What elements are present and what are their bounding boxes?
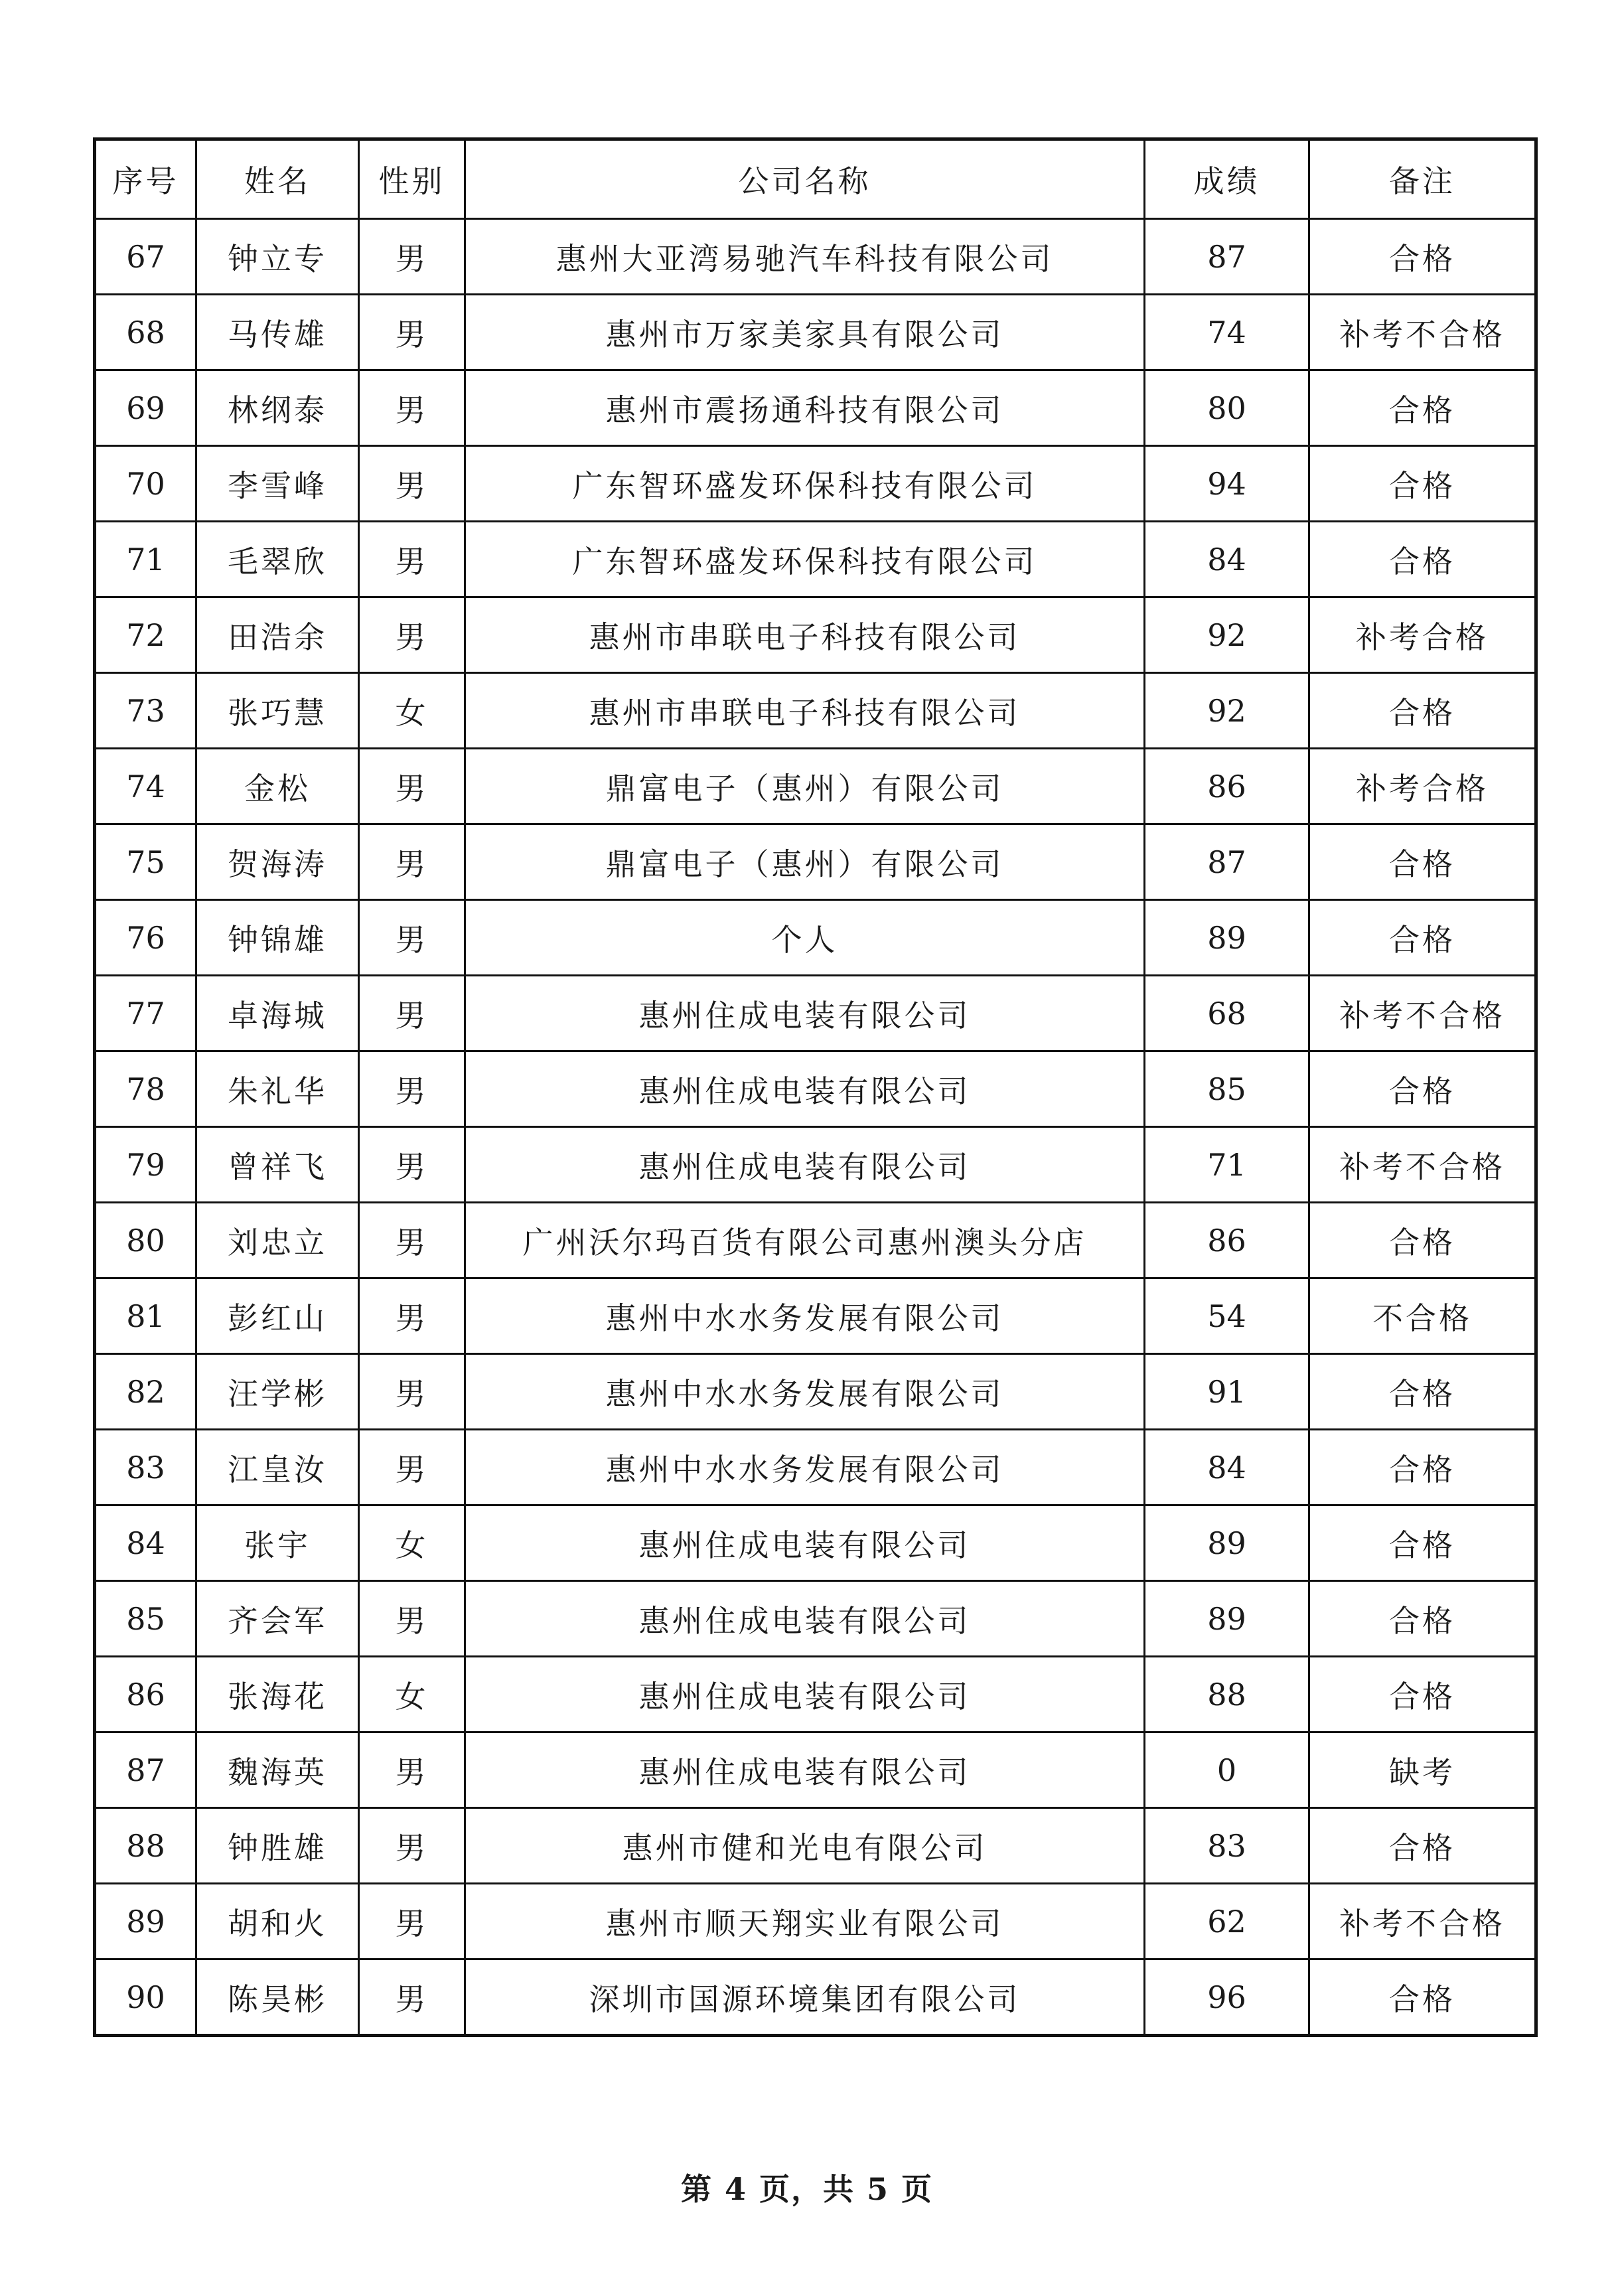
cell-remark: 补考不合格 [1309, 1884, 1536, 1959]
cell-name: 朱礼华 [196, 1051, 359, 1127]
cell-gender: 男 [359, 1051, 465, 1127]
header-seq: 序号 [95, 139, 196, 219]
cell-seq: 90 [95, 1959, 196, 2036]
cell-score: 68 [1145, 976, 1309, 1051]
table-row [95, 824, 1536, 900]
cell-name: 张海花 [196, 1657, 359, 1732]
table-row [95, 522, 1536, 597]
cell-remark: 合格 [1309, 446, 1536, 522]
table-row [95, 1505, 1536, 1581]
cell-name: 金松 [196, 749, 359, 824]
cell-remark: 合格 [1309, 900, 1536, 976]
cell-name: 刘忠立 [196, 1203, 359, 1278]
cell-score: 71 [1145, 1127, 1309, 1203]
cell-score: 74 [1145, 295, 1309, 370]
cell-seq: 79 [95, 1127, 196, 1203]
cell-seq: 84 [95, 1505, 196, 1581]
cell-score: 62 [1145, 1884, 1309, 1959]
cell-name: 汪学彬 [196, 1354, 359, 1430]
cell-gender: 男 [359, 1203, 465, 1278]
cell-gender: 女 [359, 673, 465, 749]
cell-gender: 男 [359, 1127, 465, 1203]
cell-name: 钟锦雄 [196, 900, 359, 976]
cell-seq: 81 [95, 1278, 196, 1354]
cell-score: 94 [1145, 446, 1309, 522]
cell-remark: 合格 [1309, 1959, 1536, 2036]
table-row [95, 1127, 1536, 1203]
cell-score: 54 [1145, 1278, 1309, 1354]
cell-gender: 男 [359, 824, 465, 900]
cell-name: 张宇 [196, 1505, 359, 1581]
header-gender: 性别 [359, 139, 465, 219]
cell-remark: 补考不合格 [1309, 1127, 1536, 1203]
cell-seq: 88 [95, 1808, 196, 1884]
results-table [93, 137, 1538, 2037]
cell-name: 陈昊彬 [196, 1959, 359, 2036]
cell-score: 96 [1145, 1959, 1309, 2036]
table-row [95, 295, 1536, 370]
cell-name: 齐会军 [196, 1581, 359, 1657]
cell-company: 惠州住成电装有限公司 [465, 976, 1145, 1051]
cell-score: 89 [1145, 900, 1309, 976]
header-name: 姓名 [196, 139, 359, 219]
cell-seq: 87 [95, 1732, 196, 1808]
cell-seq: 86 [95, 1657, 196, 1732]
cell-name: 魏海英 [196, 1732, 359, 1808]
cell-name: 胡和火 [196, 1884, 359, 1959]
cell-name: 江皇汝 [196, 1430, 359, 1505]
cell-remark: 补考合格 [1309, 749, 1536, 824]
cell-score: 80 [1145, 370, 1309, 446]
cell-gender: 女 [359, 1505, 465, 1581]
cell-gender: 女 [359, 1657, 465, 1732]
cell-score: 87 [1145, 824, 1309, 900]
cell-seq: 67 [95, 219, 196, 295]
cell-score: 86 [1145, 1203, 1309, 1278]
cell-score: 86 [1145, 749, 1309, 824]
table-row [95, 1581, 1536, 1657]
cell-seq: 82 [95, 1354, 196, 1430]
cell-company: 惠州市串联电子科技有限公司 [465, 673, 1145, 749]
cell-remark: 合格 [1309, 219, 1536, 295]
cell-gender: 男 [359, 900, 465, 976]
table-header [95, 139, 1536, 219]
cell-remark: 合格 [1309, 1051, 1536, 1127]
cell-name: 毛翠欣 [196, 522, 359, 597]
cell-seq: 69 [95, 370, 196, 446]
cell-score: 0 [1145, 1732, 1309, 1808]
cell-gender: 男 [359, 522, 465, 597]
cell-remark: 不合格 [1309, 1278, 1536, 1354]
cell-gender: 男 [359, 1884, 465, 1959]
cell-remark: 补考不合格 [1309, 976, 1536, 1051]
cell-score: 91 [1145, 1354, 1309, 1430]
cell-company: 广东智环盛发环保科技有限公司 [465, 522, 1145, 597]
cell-company: 广东智环盛发环保科技有限公司 [465, 446, 1145, 522]
cell-seq: 83 [95, 1430, 196, 1505]
table-row [95, 597, 1536, 673]
cell-remark: 合格 [1309, 1430, 1536, 1505]
cell-seq: 78 [95, 1051, 196, 1127]
cell-gender: 男 [359, 749, 465, 824]
header-remark: 备注 [1309, 139, 1536, 219]
cell-name: 卓海城 [196, 976, 359, 1051]
cell-score: 84 [1145, 522, 1309, 597]
cell-company: 广州沃尔玛百货有限公司惠州澳头分店 [465, 1203, 1145, 1278]
cell-company: 惠州住成电装有限公司 [465, 1127, 1145, 1203]
cell-name: 贺海涛 [196, 824, 359, 900]
table-row [95, 673, 1536, 749]
cell-remark: 合格 [1309, 1808, 1536, 1884]
cell-seq: 80 [95, 1203, 196, 1278]
cell-seq: 73 [95, 673, 196, 749]
cell-remark: 合格 [1309, 673, 1536, 749]
cell-remark: 补考合格 [1309, 597, 1536, 673]
cell-gender: 男 [359, 370, 465, 446]
cell-score: 88 [1145, 1657, 1309, 1732]
table-row [95, 1884, 1536, 1959]
page-number: 第 4 页，共 5 页 [680, 2171, 934, 2207]
cell-seq: 75 [95, 824, 196, 900]
cell-remark: 补考不合格 [1309, 295, 1536, 370]
cell-score: 87 [1145, 219, 1309, 295]
cell-seq: 76 [95, 900, 196, 976]
cell-company: 惠州住成电装有限公司 [465, 1505, 1145, 1581]
cell-gender: 男 [359, 295, 465, 370]
cell-company: 惠州市健和光电有限公司 [465, 1808, 1145, 1884]
cell-seq: 72 [95, 597, 196, 673]
cell-remark: 合格 [1309, 1203, 1536, 1278]
cell-name: 林纲泰 [196, 370, 359, 446]
cell-gender: 男 [359, 1732, 465, 1808]
cell-seq: 89 [95, 1884, 196, 1959]
cell-gender: 男 [359, 1808, 465, 1884]
table-row [95, 976, 1536, 1051]
table-row [95, 446, 1536, 522]
cell-gender: 男 [359, 446, 465, 522]
cell-seq: 77 [95, 976, 196, 1051]
table-row [95, 219, 1536, 295]
cell-seq: 68 [95, 295, 196, 370]
cell-score: 92 [1145, 597, 1309, 673]
cell-score: 92 [1145, 673, 1309, 749]
cell-company: 惠州住成电装有限公司 [465, 1051, 1145, 1127]
cell-company: 惠州市顺天翔实业有限公司 [465, 1884, 1145, 1959]
cell-remark: 合格 [1309, 1657, 1536, 1732]
cell-company: 惠州住成电装有限公司 [465, 1581, 1145, 1657]
cell-remark: 合格 [1309, 1505, 1536, 1581]
cell-company: 惠州住成电装有限公司 [465, 1657, 1145, 1732]
cell-score: 85 [1145, 1051, 1309, 1127]
header-score: 成绩 [1145, 139, 1309, 219]
cell-seq: 71 [95, 522, 196, 597]
table-row [95, 1732, 1536, 1808]
cell-remark: 缺考 [1309, 1732, 1536, 1808]
cell-gender: 男 [359, 976, 465, 1051]
cell-seq: 85 [95, 1581, 196, 1657]
cell-remark: 合格 [1309, 522, 1536, 597]
cell-score: 89 [1145, 1505, 1309, 1581]
table-row [95, 1278, 1536, 1354]
cell-company: 个人 [465, 900, 1145, 976]
cell-company: 惠州中水水务发展有限公司 [465, 1278, 1145, 1354]
cell-name: 张巧慧 [196, 673, 359, 749]
cell-company: 鼎富电子（惠州）有限公司 [465, 824, 1145, 900]
cell-company: 惠州中水水务发展有限公司 [465, 1430, 1145, 1505]
header-company: 公司名称 [465, 139, 1145, 219]
cell-gender: 男 [359, 1354, 465, 1430]
cell-remark: 合格 [1309, 1581, 1536, 1657]
table-row [95, 1959, 1536, 2036]
cell-company: 惠州市串联电子科技有限公司 [465, 597, 1145, 673]
cell-company: 惠州市震扬通科技有限公司 [465, 370, 1145, 446]
cell-name: 钟立专 [196, 219, 359, 295]
cell-name: 田浩余 [196, 597, 359, 673]
cell-name: 李雪峰 [196, 446, 359, 522]
cell-gender: 男 [359, 219, 465, 295]
cell-remark: 合格 [1309, 824, 1536, 900]
cell-company: 鼎富电子（惠州）有限公司 [465, 749, 1145, 824]
cell-name: 彭红山 [196, 1278, 359, 1354]
cell-gender: 男 [359, 597, 465, 673]
cell-company: 惠州大亚湾易驰汽车科技有限公司 [465, 219, 1145, 295]
table-row [95, 1808, 1536, 1884]
table-body [95, 219, 1536, 2036]
cell-score: 89 [1145, 1581, 1309, 1657]
cell-score: 84 [1145, 1430, 1309, 1505]
cell-score: 83 [1145, 1808, 1309, 1884]
table-row [95, 1051, 1536, 1127]
table-row [95, 749, 1536, 824]
table-row [95, 1354, 1536, 1430]
cell-company: 惠州住成电装有限公司 [465, 1732, 1145, 1808]
table-row [95, 1203, 1536, 1278]
cell-company: 惠州中水水务发展有限公司 [465, 1354, 1145, 1430]
cell-gender: 男 [359, 1959, 465, 2036]
header-row [95, 139, 1536, 219]
cell-name: 曾祥飞 [196, 1127, 359, 1203]
cell-seq: 74 [95, 749, 196, 824]
cell-name: 马传雄 [196, 295, 359, 370]
table-row [95, 1430, 1536, 1505]
cell-company: 惠州市万家美家具有限公司 [465, 295, 1145, 370]
cell-remark: 合格 [1309, 1354, 1536, 1430]
table-row [95, 1657, 1536, 1732]
cell-name: 钟胜雄 [196, 1808, 359, 1884]
cell-gender: 男 [359, 1278, 465, 1354]
cell-remark: 合格 [1309, 370, 1536, 446]
cell-gender: 男 [359, 1430, 465, 1505]
cell-seq: 70 [95, 446, 196, 522]
table-row [95, 900, 1536, 976]
cell-gender: 男 [359, 1581, 465, 1657]
cell-company: 深圳市国源环境集团有限公司 [465, 1959, 1145, 2036]
table-row [95, 370, 1536, 446]
